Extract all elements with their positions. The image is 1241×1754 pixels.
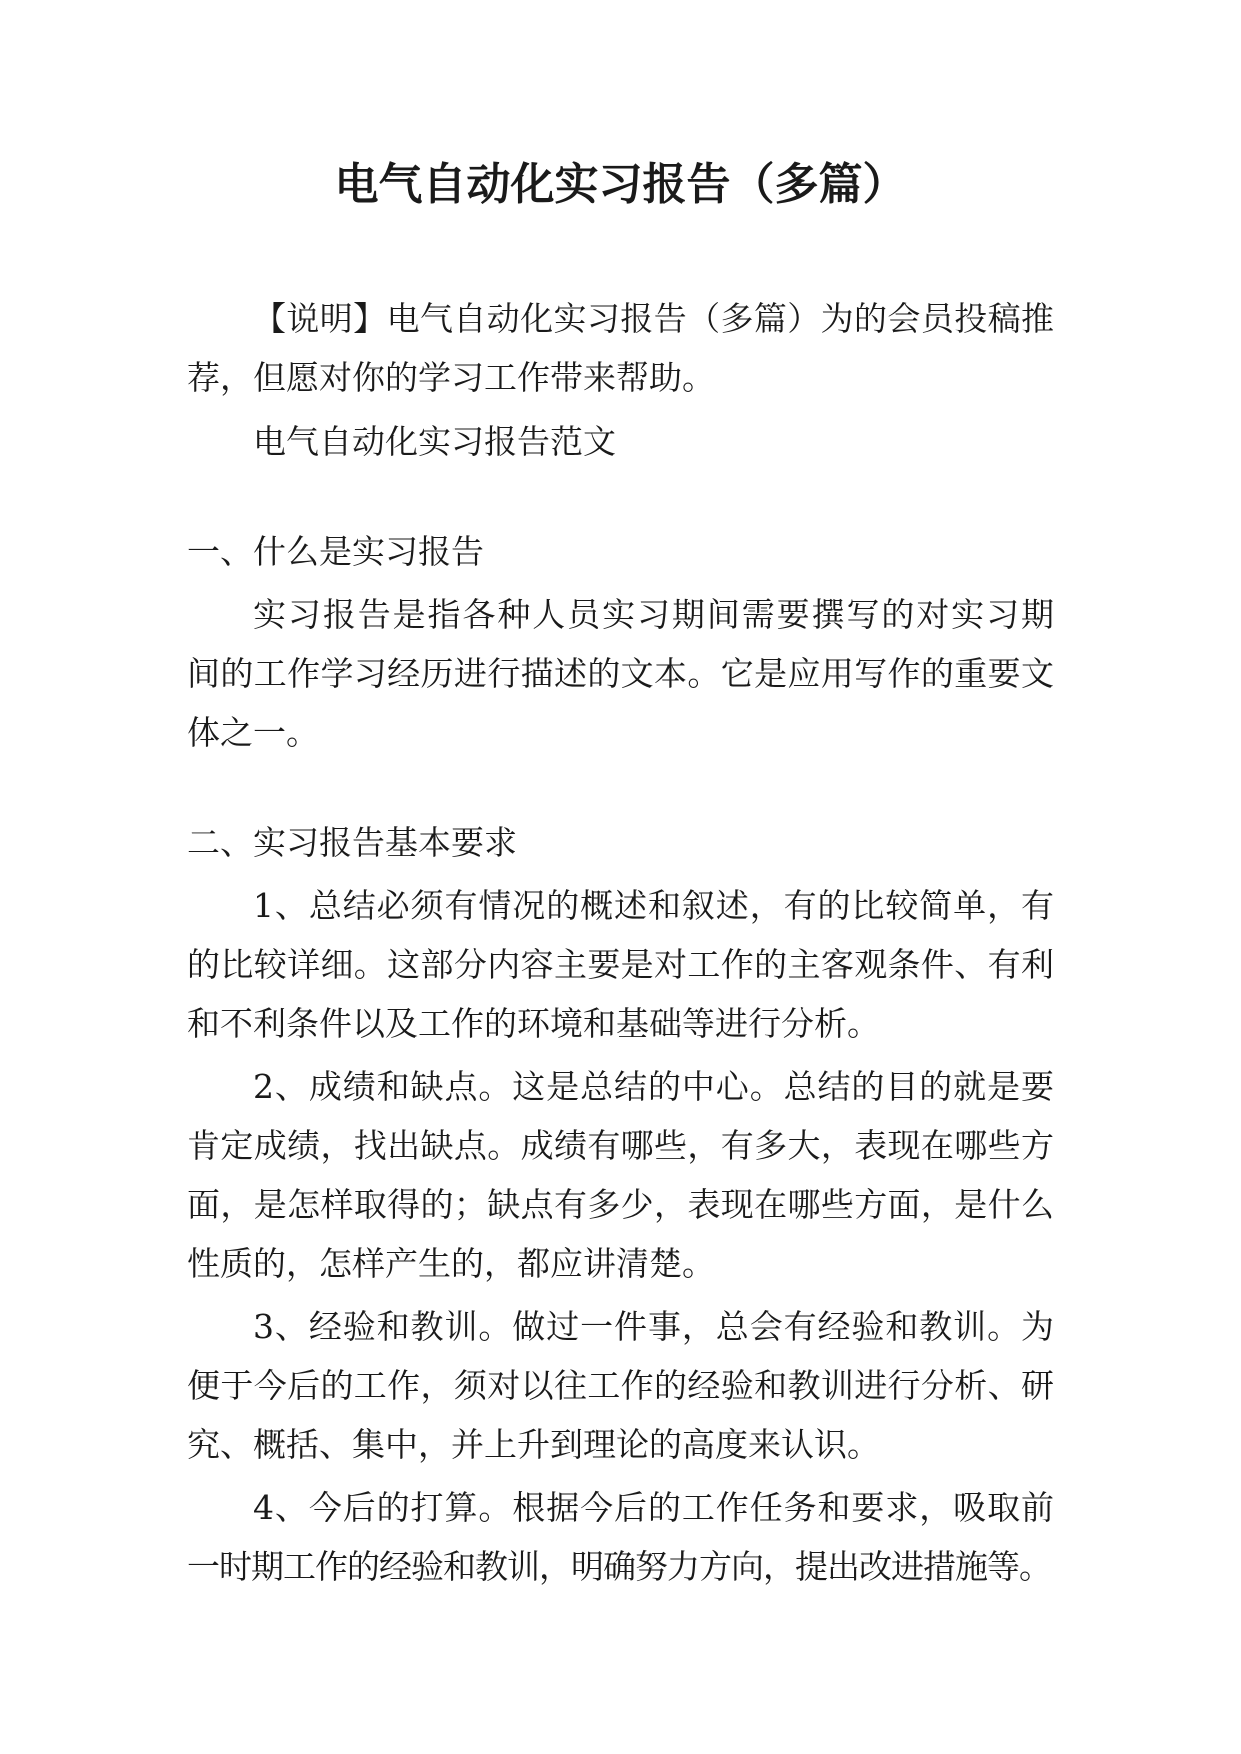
body-paragraph — [187, 1297, 1054, 1474]
intro-paragraph — [187, 289, 1054, 407]
paragraph-line: 体之一。 — [187, 713, 319, 752]
paragraph-line: 实习报告是指各种人员实习期间需要撰写的对实习期 — [253, 595, 1054, 634]
paragraph-line: 一时期工作的经验和教训，明确努力方向，提出改进措施等。 — [187, 1547, 1051, 1586]
paragraph-line: 2、成绩和缺点。这是总结的中心。总结的目的就是要 — [253, 1067, 1054, 1106]
paragraph-line: 3、经验和教训。做过一件事，总会有经验和教训。为 — [253, 1307, 1054, 1346]
paragraph-line: 性质的，怎样产生的，都应讲清楚。 — [187, 1244, 715, 1283]
paragraph-line: 1、总结必须有情况的概述和叙述，有的比较简单，有 — [253, 886, 1054, 925]
section-heading — [187, 813, 1054, 872]
paragraph-line: 荐，但愿对你的学习工作带来帮助。 — [187, 358, 715, 397]
paragraph-line: 便于今后的工作，须对以往工作的经验和教训进行分析、研 — [187, 1366, 1054, 1405]
document-page — [187, 155, 1054, 1596]
paragraph-line: 4、今后的打算。根据今后的工作任务和要求，吸取前 — [253, 1488, 1054, 1527]
section-heading-text: 二、实习报告基本要求 — [187, 823, 517, 862]
paragraph-line: 面，是怎样取得的；缺点有多少，表现在哪些方面，是什么 — [187, 1185, 1054, 1224]
section-heading — [187, 522, 1054, 581]
paragraph-line: 肯定成绩，找出缺点。成绩有哪些，有多大，表现在哪些方 — [187, 1126, 1054, 1165]
paragraph-line: 的比较详细。这部分内容主要是对工作的主客观条件、有利 — [187, 945, 1054, 984]
document-title: 电气自动化实习报告（多篇） — [334, 159, 907, 210]
body-paragraph — [187, 585, 1054, 762]
body-paragraph — [187, 876, 1054, 1053]
document-subtitle: 电气自动化实习报告范文 — [253, 422, 616, 461]
body-paragraph — [187, 1057, 1054, 1293]
body-paragraph — [187, 1478, 1054, 1596]
paragraph-line: 间的工作学习经历进行描述的文本。它是应用写作的重要文 — [187, 654, 1054, 693]
paragraph-line: 和不利条件以及工作的环境和基础等进行分析。 — [187, 1004, 880, 1043]
subtitle-paragraph — [187, 412, 1054, 471]
paragraph-line: 【说明】电气自动化实习报告（多篇）为的会员投稿推 — [253, 299, 1054, 338]
section-heading-text: 一、什么是实习报告 — [187, 532, 484, 571]
paragraph-line: 究、概括、集中，并上升到理论的高度来认识。 — [187, 1425, 880, 1464]
